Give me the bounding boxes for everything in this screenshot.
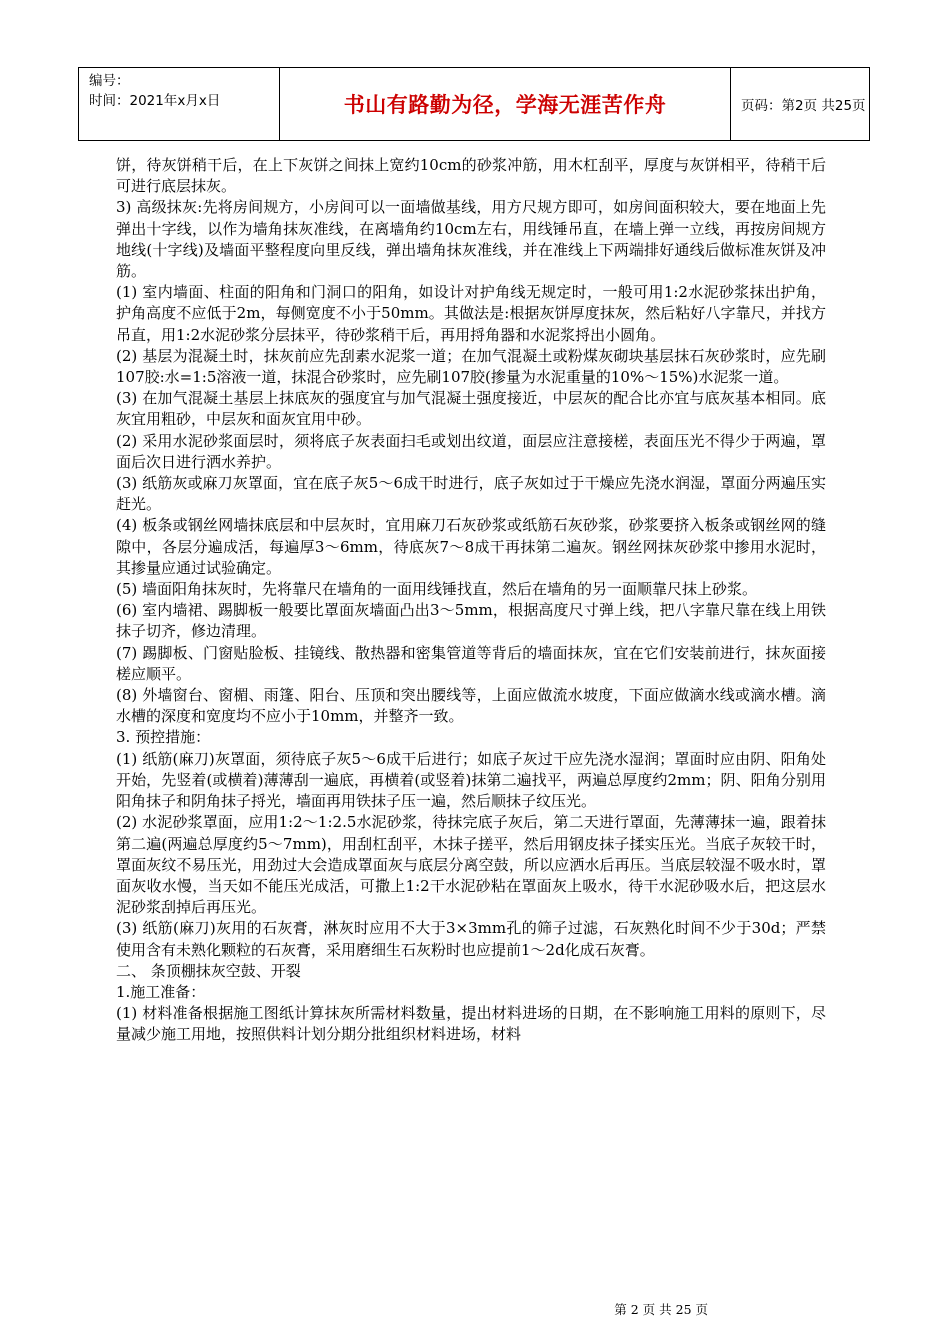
header-meta: [79, 68, 280, 140]
paragraph: (1) 纸筋(麻刀)灰罩面，须待底子灰5～6成干后进行；如底子灰过干应先浇水湿润；罩面时应由阴、阳角处开始，先竖着(或横着)薄薄刮一遍底，再横着(或竖着)抹第二遍找平，两遍总厚度约2mm；阴、阳角分别用阳角抹子和阴角抹子捋光，墙面再用铁抹子压一遍，然后顺抹子纹压光。: [116, 749, 826, 811]
section-heading: 二、 条顶棚抹灰空鼓、开裂: [116, 961, 301, 980]
paragraph: (7) 踢脚板、门窗贴脸板、挂镜线、散热器和密集管道等背后的墙面抹灰，宜在它们安装前进行，抹灰面接槎应顺平。: [116, 643, 826, 683]
document-number-label: 编号：: [89, 73, 130, 89]
section-heading: 1.施工准备：: [116, 982, 206, 1001]
paragraph: (2) 水泥砂浆罩面，应用1:2～1:2.5水泥砂浆，待抹完底子灰后，第二天进行罩面，先薄薄抹一遍，跟着抹第二遍(两遍总厚度约5～7mm)，用刮杠刮平，木抹子搓平，然后用钢皮抹子揉实压光。当底子灰较干时，罩面灰纹不易压光，用劲过大会造成罩面灰与底层分离空鼓，所以应洒水后再压。当底层较湿不吸水时，罩面灰收水慢，当天如不能压光成活，可撒上1:2干水泥砂粘在罩面灰上吸水，待干水泥砂吸水后，把这层水泥砂浆刮掉后再压光。: [116, 813, 826, 917]
section-heading: 3. 预控措施：: [116, 728, 211, 747]
paragraph: (1) 材料准备根据施工图纸计算抹灰所需材料数量，提出材料进场的日期，在不影响施工用料的原则下，尽量减少施工用地，按照供料计划分期分批组织材料进场，材料: [116, 1004, 826, 1044]
paragraph: (4) 板条或钢丝网墙抹底层和中层灰时，宜用麻刀石灰砂浆或纸筋石灰砂浆，砂浆要挤入板条或钢丝网的缝隙中，各层分遍成活，每遍厚3～6mm，待底灰7～8成干再抹第二遍灰。钢丝网抹灰砂浆中掺用水泥时，其掺量应通过试验确定。: [116, 516, 826, 577]
paragraph: (2) 采用水泥砂浆面层时，须将底子灰表面扫毛或划出纹道，面层应注意接槎，表面压光不得少于两遍，罩面后次日进行洒水养护。: [116, 431, 826, 471]
paragraph: (3) 在加气混凝土基层上抹底灰的强度宜与加气混凝土强度接近，中层灰的配合比亦宜与底灰基本相同。底灰宜用粗砂，中层灰和面灰宜用中砂。: [116, 389, 826, 429]
paragraph: (6) 室内墙裙、踢脚板一般要比罩面灰墙面凸出3～5mm，根据高度尺寸弹上线，把八字靠尺靠在线上用铁抹子切齐，修边清理。: [116, 601, 826, 641]
header-page-info-cell: [731, 68, 869, 140]
header-page-info: 页码：第2页 共25页: [741, 98, 866, 114]
paragraph: 饼，待灰饼稍干后，在上下灰饼之间抹上宽约10cm的砂浆冲筋，用木杠刮平，厚度与灰饼相平，待稍干后可进行底层抹灰。: [116, 156, 826, 196]
paragraph: (3) 纸筋(麻刀)灰用的石灰膏，淋灰时应用不大于3×3mm孔的筛子过滤，石灰熟化时间不少于30d；严禁使用含有未熟化颗粒的石灰膏，采用磨细生石灰粉时也应提前1～2d化成石灰膏。: [116, 919, 826, 959]
header-motto-cell: [280, 68, 731, 140]
paragraph: (1) 室内墙面、柱面的阳角和门洞口的阳角，如设计对护角线无规定时，一般可用1:2水泥砂浆抹出护角，护角高度不应低于2m，每侧宽度不小于50mm。其做法是:根据灰饼厚度抹灰，然后粘好八字靠尺，并找方吊直，用1:2水泥砂浆分层抹平，待砂浆稍干后，再用捋角器和水泥浆捋出小圆角。: [116, 283, 826, 344]
paragraph: (3) 纸筋灰或麻刀灰罩面，宜在底子灰5～6成干时进行，底子灰如过于干燥应先浇水润湿，罩面分两遍压实赶光。: [116, 474, 826, 514]
paragraph: (2) 基层为混凝土时，抹灰前应先刮素水泥浆一道；在加气混凝土或粉煤灰砌块基层抹石灰砂浆时，应先刷107胶:水=1:5溶液一道，抹混合砂浆时，应先刷107胶(掺量为水泥重量的10%～15%)水泥浆一道。: [116, 346, 826, 387]
document-body: [116, 155, 826, 1046]
page-footer: 第 2 页 共 25 页: [614, 1302, 708, 1317]
document-date: 时间：2021年x月x日: [89, 93, 221, 109]
paragraph: 3) 高级抹灰:先将房间规方，小房间可以一面墙做基线，用方尺规方即可，如房间面积较大，要在地面上先弹出十字线，以作为墙角抹灰准线，在离墙角约10cm左右，用线锤吊直，在墙上弹一立线，再按房间规方地线(十字线)及墙面平整程度向里反线，弹出墙角抹灰准线，并在准线上下两端排好通线后做标准灰饼及冲筋。: [116, 198, 826, 281]
page-header: [78, 67, 870, 141]
header-motto: 书山有路勤为径，学海无涯苦作舟: [343, 93, 667, 117]
paragraph: (5) 墙面阳角抹灰时，先将靠尺在墙角的一面用线锤找直，然后在墙角的另一面顺靠尺抹上砂浆。: [116, 580, 758, 599]
paragraph: (8) 外墙窗台、窗楣、雨篷、阳台、压顶和突出腰线等，上面应做流水坡度，下面应做滴水线或滴水槽。滴水槽的深度和宽度均不应小于10mm，并整齐一致。: [116, 686, 826, 726]
